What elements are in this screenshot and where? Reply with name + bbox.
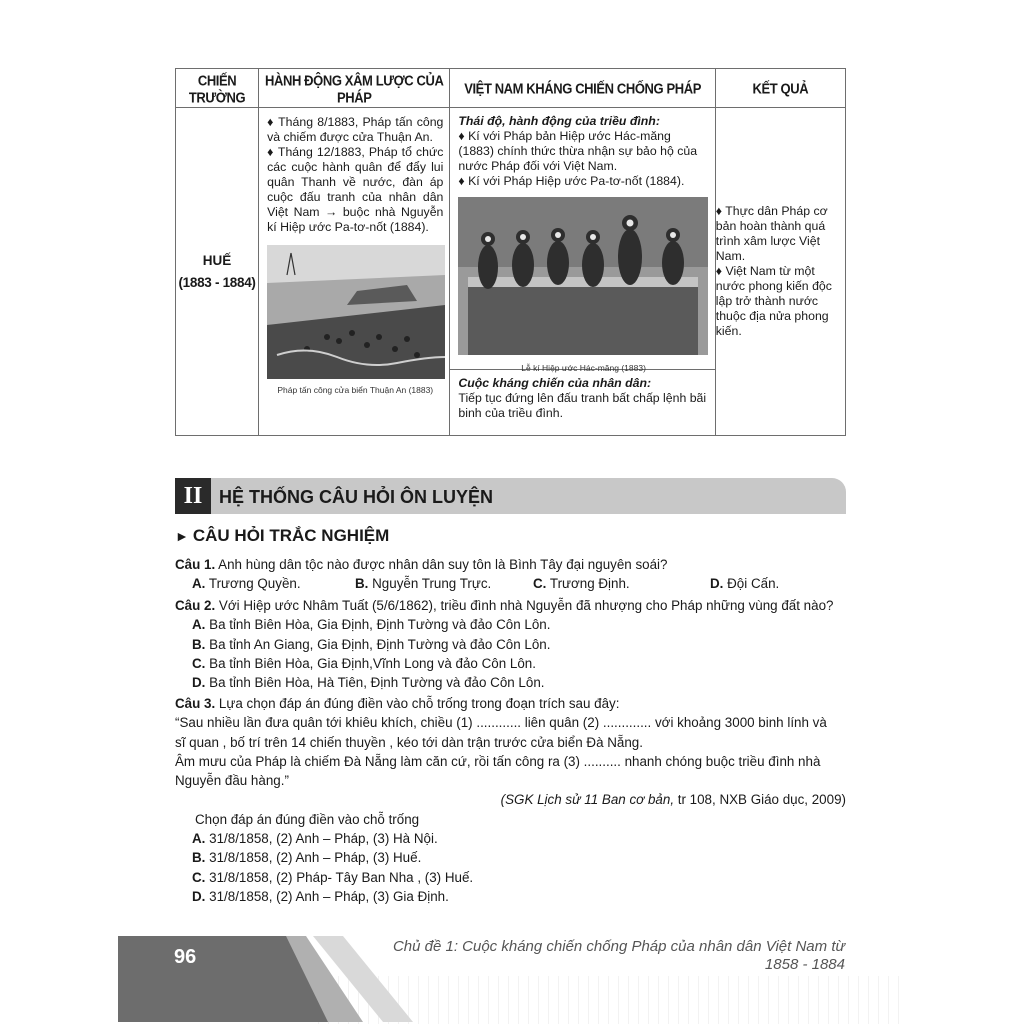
section-number: II — [175, 478, 211, 514]
quote-source: (SGK Lịch sử 11 Ban cơ bản, tr 108, NXB Giáo dục, 2009) — [500, 792, 846, 808]
result-2: ♦ Việt Nam từ một nước phong kiến độc lập trở thành nước thuộc địa nửa phong kiến. — [715, 264, 832, 338]
court-action-1: ♦ Kí với Pháp bản Hiệp ước Hác-măng (1883) chính thức thừa nhận sự bảo hộ của nước Pháp đối với Việt Nam. — [458, 129, 698, 173]
history-table — [175, 68, 846, 436]
french-action-cell — [259, 108, 450, 436]
q1-option-b[interactable]: B. Nguyễn Trung Trực. — [355, 576, 492, 592]
photo2-caption: Lễ kí Hiệp ước Hác-măng (1883) — [521, 363, 646, 373]
q3-instruction: Chọn đáp án đúng điền vào chỗ trống — [195, 811, 420, 827]
question-2-text: Với Hiệp ước Nhâm Tuất (5/6/1862), triều đình nhà Nguyễn đã nhượng cho Pháp những vùng đất nào? — [218, 598, 834, 613]
question-3 — [175, 694, 855, 906]
battlefield-years: (1883 - 1884) — [178, 274, 256, 290]
header-resistance: VIỆT NAM KHÁNG CHIẾN CHỐNG PHÁP — [450, 66, 715, 110]
sub-heading-text: CÂU HỎI TRẮC NGHIỆM — [192, 526, 390, 545]
header-battlefield: CHIẾN TRƯỜNG — [176, 66, 259, 110]
question-1 — [175, 555, 855, 594]
french-action-2: ♦ Tháng 12/1883, Pháp tổ chức các cuộc hành quân để đẩy lui quân Thanh về nước, đàn áp cuộc đấu tranh của nhân dân Việt Nam → buộc nhà Nguyễn kí Hiệp ước Pa-tơ-nốt (1884). — [267, 145, 444, 234]
q2-option-b[interactable]: B. Ba tỉnh An Giang, Gia Định, Định Tường và đảo Côn Lôn. — [192, 636, 551, 652]
people-section — [450, 370, 714, 421]
table-header-row — [176, 69, 846, 108]
footer-chapter-title: Chủ đề 1: Cuộc kháng chiến chống Pháp của nhân dân Việt Nam từ 1858 - 1884 — [392, 938, 845, 973]
court-title: Thái độ, hành động của triều đình: — [458, 114, 660, 128]
question-3-label: Câu 3. — [175, 696, 216, 711]
battlefield-name: HUẾ — [202, 252, 232, 268]
q2-option-d[interactable]: D. Ba tỉnh Biên Hòa, Hà Tiên, Định Tường và đảo Côn Lôn. — [192, 675, 545, 691]
header-french-action: HÀNH ĐỘNG XÂM LƯỢC CỦA PHÁP — [259, 66, 450, 110]
french-action-1: ♦ Tháng 8/1883, Pháp tấn công và chiếm được cửa Thuận An. — [267, 115, 444, 144]
question-1-label: Câu 1. — [175, 557, 216, 572]
triangle-icon: ► — [175, 528, 189, 544]
quote-line-1: “Sau nhiều lần đưa quân tới khiêu khích, chiều (1) ............ liên quân (2) ............. với khoảng 3000 binh lính và — [175, 715, 827, 731]
court-section — [450, 108, 714, 373]
result-1: ♦ Thực dân Pháp cơ bản hoàn thành quá trình xâm lược Việt Nam. — [715, 204, 828, 263]
result-cell — [715, 108, 845, 436]
quote-line-3: Âm mưu của Pháp là chiếm Đà Nẵng làm căn cứ, rồi tấn công ra (3) .......... nhanh chóng buộc triều đình nhà — [175, 753, 821, 769]
photo1-caption: Pháp tấn công cửa biển Thuận An (1883) — [277, 385, 434, 395]
thuan-an-attack-photo — [267, 245, 445, 379]
q2-option-a[interactable]: A. Ba tỉnh Biên Hòa, Gia Định, Định Tường và đảo Côn Lôn. — [192, 617, 551, 633]
question-2 — [175, 596, 855, 692]
page-number: 96 — [174, 946, 197, 968]
q1-option-c[interactable]: C. Trương Định. — [533, 576, 630, 592]
q3-option-a[interactable]: A. 31/8/1858, (2) Anh – Pháp, (3) Hà Nội. — [192, 831, 438, 847]
header-result: KẾT QUẢ — [715, 66, 845, 110]
question-3-text: Lựa chọn đáp án đúng điền vào chỗ trống trong đoạn trích sau đây: — [218, 696, 620, 711]
q2-option-c[interactable]: C. Ba tỉnh Biên Hòa, Gia Định,Vĩnh Long và đảo Côn Lôn. — [192, 655, 536, 671]
table-row — [176, 108, 846, 436]
quote-line-2: sĩ quan , bố trí trên 14 chiến thuyền , kéo tới dàn trận trước cửa biển Đà Nẵng. — [175, 734, 643, 750]
question-1-text: Anh hùng dân tộc nào được nhân dân suy tôn là Bình Tây đại nguyên soái? — [218, 557, 668, 572]
quote-line-4: Nguyễn đầu hàng.” — [175, 773, 289, 789]
section-header — [175, 478, 846, 514]
q1-option-d[interactable]: D. Đội Cấn. — [710, 576, 780, 592]
people-text: Tiếp tục đứng lên đấu tranh bất chấp lệnh bãi binh của triều đình. — [458, 391, 707, 420]
q3-option-d[interactable]: D. 31/8/1858, (2) Anh – Pháp, (3) Gia Định. — [192, 888, 449, 904]
sub-heading — [175, 526, 389, 546]
question-2-label: Câu 2. — [175, 598, 216, 613]
q3-option-c[interactable]: C. 31/8/1858, (2) Pháp- Tây Ban Nha , (3) Huế. — [192, 869, 474, 885]
page-footer — [118, 932, 905, 1024]
harmand-treaty-photo — [458, 197, 708, 355]
q3-option-b[interactable]: B. 31/8/1858, (2) Anh – Pháp, (3) Huế. — [192, 850, 422, 866]
q1-option-a[interactable]: A. Trương Quyền. — [192, 576, 301, 592]
court-action-2: ♦ Kí với Pháp Hiệp ước Pa-tơ-nốt (1884). — [458, 174, 685, 188]
resistance-cell — [450, 108, 715, 436]
question-1-options — [175, 574, 855, 593]
people-title: Cuộc kháng chiến của nhân dân: — [458, 376, 652, 390]
section-title: HỆ THỐNG CÂU HỎI ÔN LUYỆN — [219, 487, 494, 507]
battlefield-cell — [176, 108, 259, 436]
